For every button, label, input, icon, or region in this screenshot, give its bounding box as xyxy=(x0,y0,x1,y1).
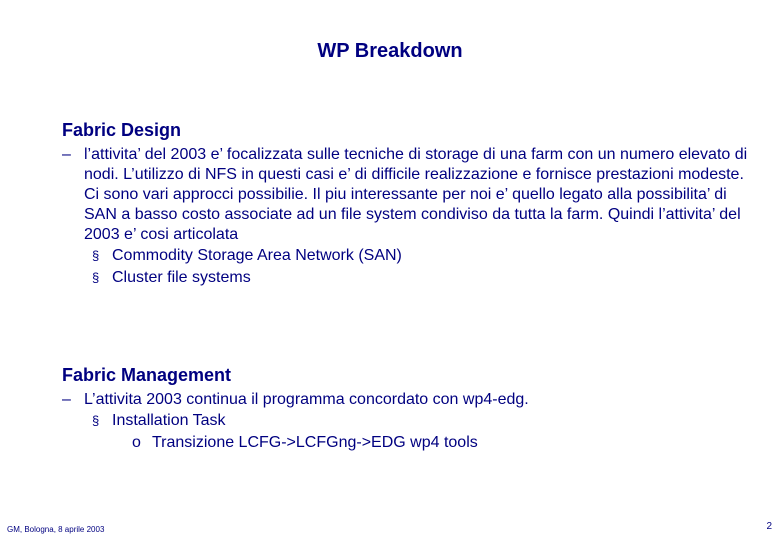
bullet-marker: § xyxy=(92,270,100,285)
dash-item-text: l’attivita’ del 2003 e’ focalizzata sulle tecniche di storage di una farm con un numero elevato di nodi. L’utilizzo di NFS in questi casi e’ di difficile realizzazione e fornisce prestazioni modeste. Ci sono vari approcci possibilie. Il piu interessante per noi e’ quello legato alla possibilita’ di SAN a basso costo associate ad un file system condiviso da tutta la farm. Quindi l’attivita’ del 2003 e’ cosi articolata xyxy=(84,146,748,243)
dash-marker: – xyxy=(62,391,71,408)
dash-item-text: L’attivita 2003 continua il programma concordato con wp4-edg. xyxy=(84,391,529,408)
dash-item xyxy=(62,145,750,245)
sub-bullet-text: Transizione LCFG->LCFGng->EDG wp4 tools xyxy=(152,434,478,451)
bullet-text: Cluster file systems xyxy=(112,269,251,286)
dash-item xyxy=(62,390,750,410)
sub-bullet-item xyxy=(132,432,750,454)
dash-marker: – xyxy=(62,146,71,163)
page-number: 2 xyxy=(766,521,772,532)
bullet-marker: § xyxy=(92,248,100,263)
section-heading: Fabric Management xyxy=(62,365,232,385)
section-fabric-design xyxy=(62,120,750,289)
sub-bullet-marker: o xyxy=(132,434,141,451)
bullet-text: Commodity Storage Area Network (SAN) xyxy=(112,247,402,264)
section-fabric-management xyxy=(62,365,750,454)
bullet-item xyxy=(92,410,750,432)
bullet-item xyxy=(92,245,750,267)
bullet-item xyxy=(92,267,750,289)
slide-title: WP Breakdown xyxy=(317,40,463,62)
section-heading: Fabric Design xyxy=(62,120,182,140)
footer-caption: GM, Bologna, 8 aprile 2003 xyxy=(7,525,105,534)
bullet-text: Installation Task xyxy=(112,412,226,429)
bullet-marker: § xyxy=(92,413,100,428)
